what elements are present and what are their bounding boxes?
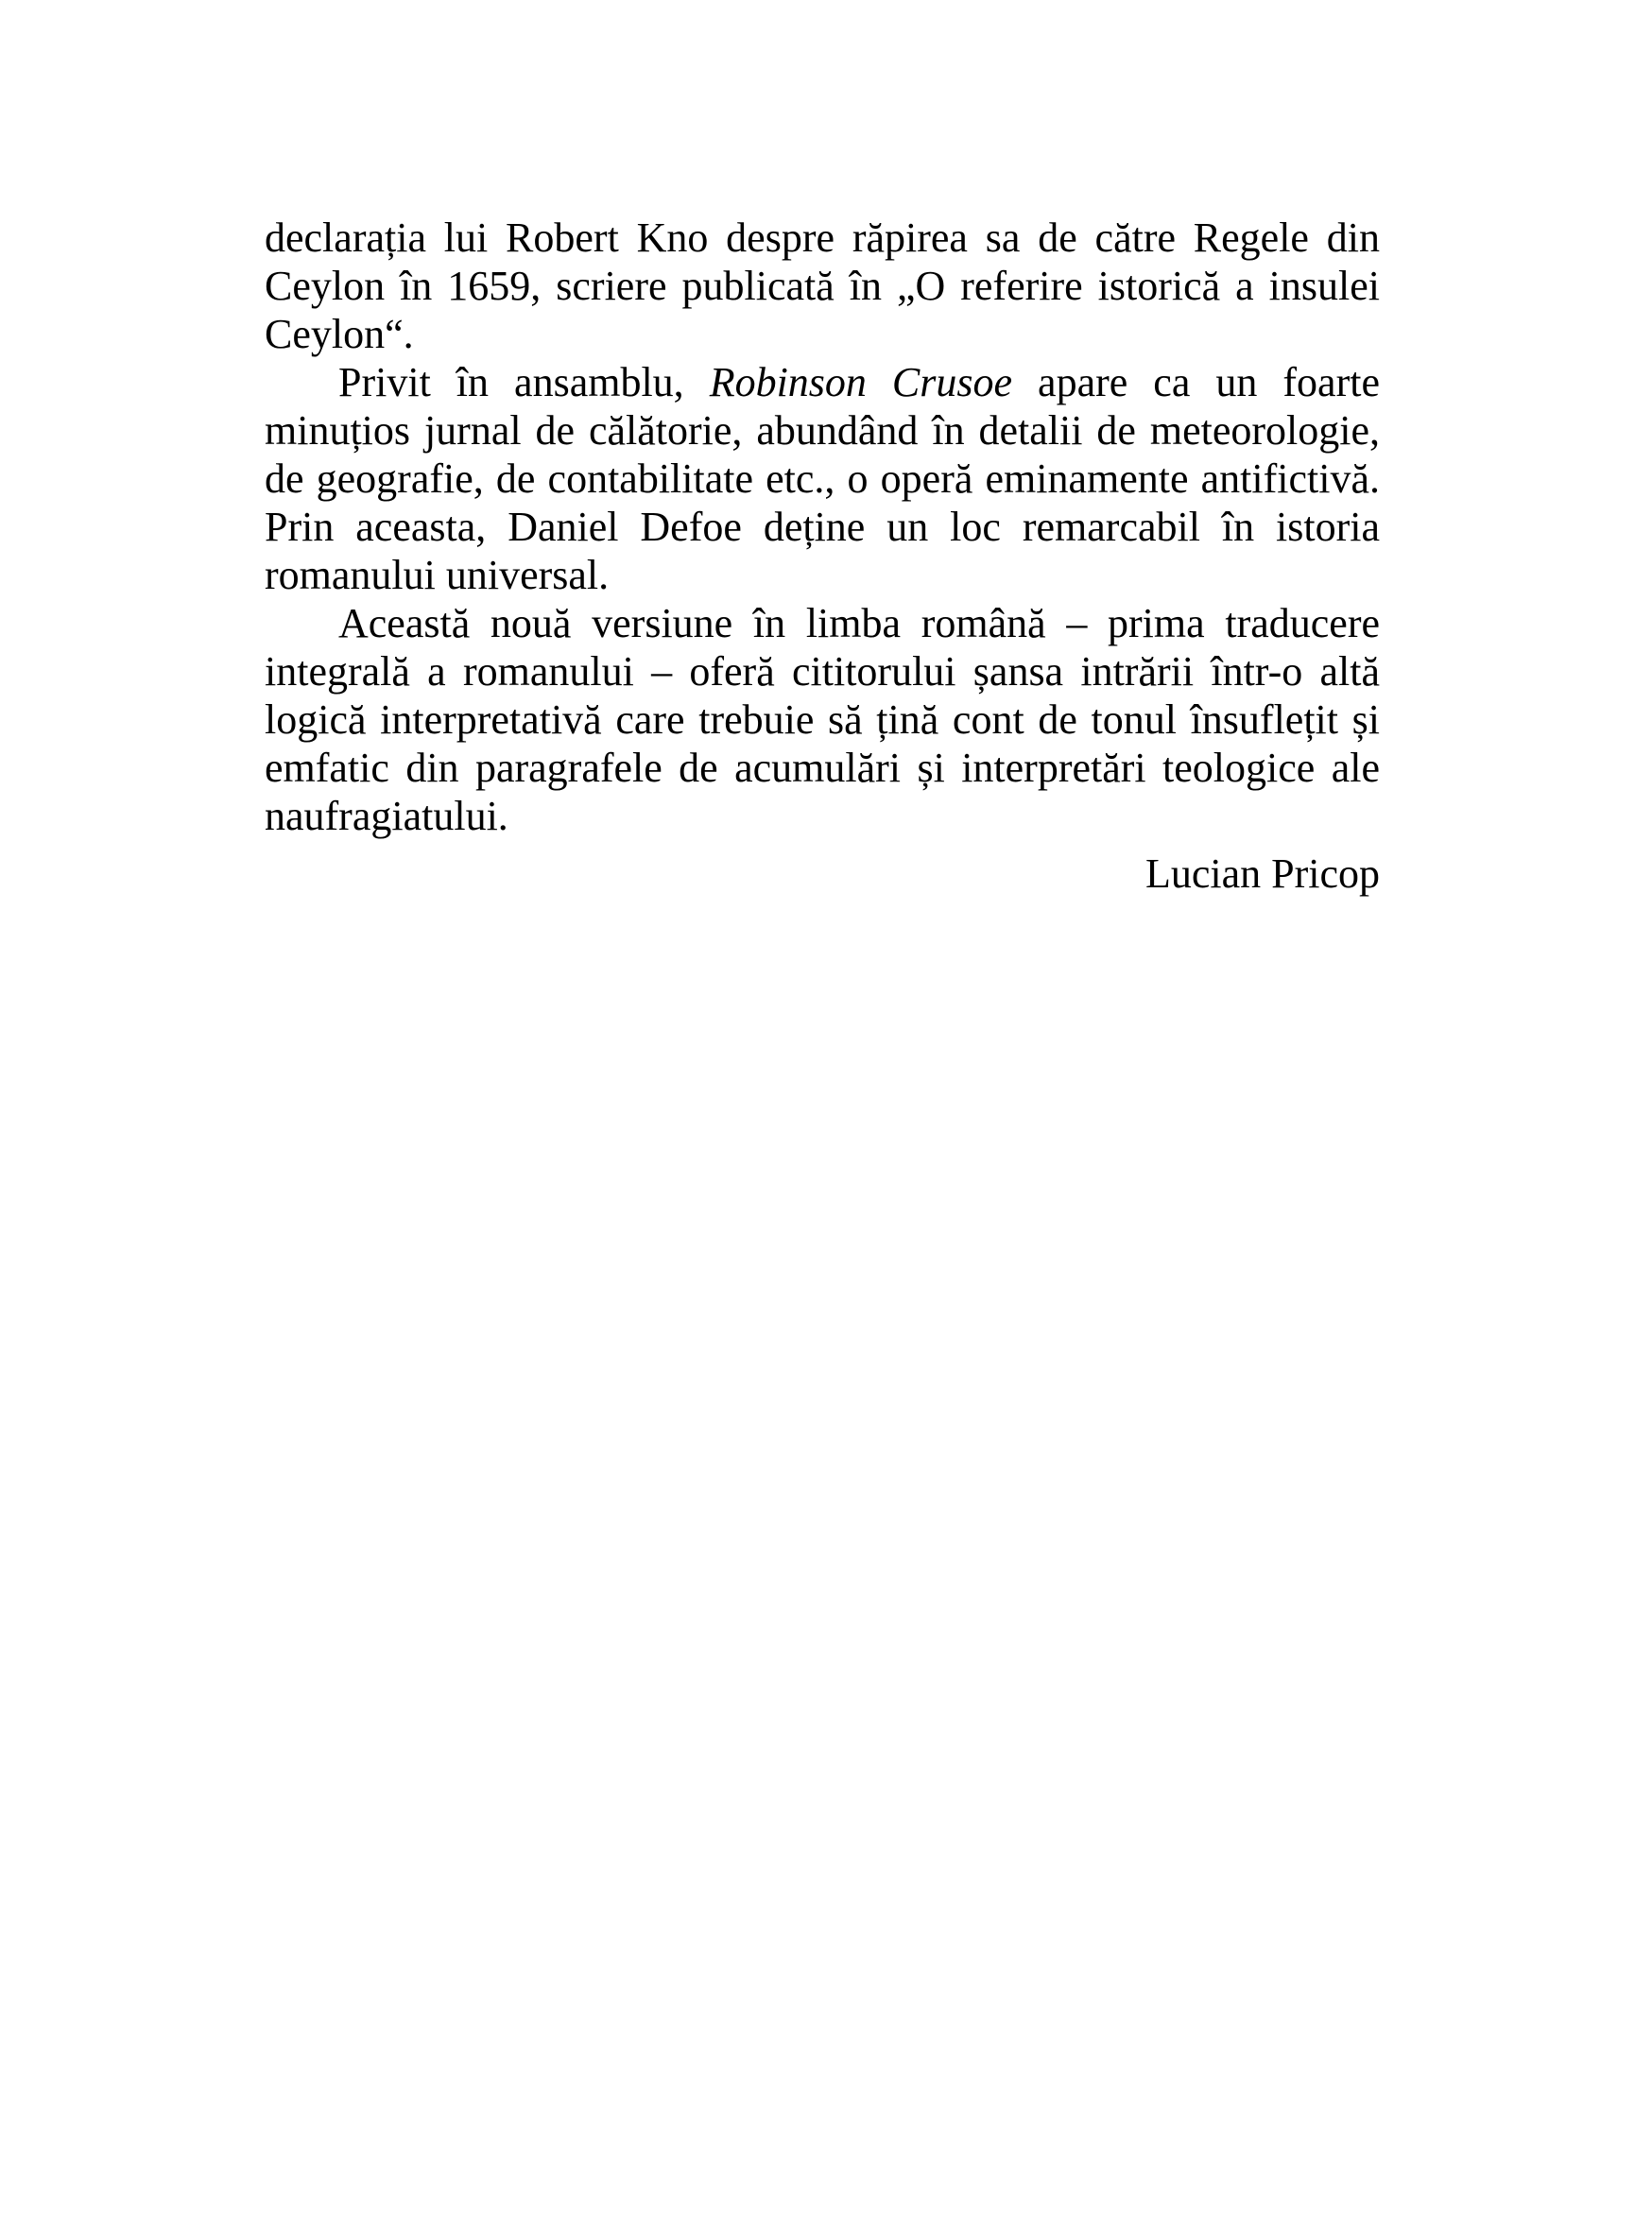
book-title-italic: Robinson Crusoe (709, 359, 1013, 405)
paragraph-continuation: declarația lui Robert Kno despre răpirea sa de către Regele din Ceylon în 1659, scriere publicată în „O referire istorică a insulei Ceylon“. (265, 215, 1380, 357)
paragraph-overview-text-before: Privit în ansamblu, (338, 359, 710, 405)
paragraph-overview (265, 358, 1380, 599)
paragraph-overview-text-after: apare ca un foarte minuțios jurnal de călătorie, abundând în detalii de meteorologie, de geografie, de contabilitate etc., o operă eminamente antifictivă. Prin aceasta, Daniel Defoe deține un loc remarcabil în istoria romanului universal. (265, 359, 1380, 598)
page-body (265, 214, 1380, 898)
paragraph-translation-note: Această nouă versiune în limba română – prima traducere integrală a romanului – oferă cititorului șansa intrării într-o altă logică interpretativă care trebuie să țină cont de tonul însuflețit și emfatic din paragrafele de acumulări și interpretări teologice ale naufragiatului. (265, 600, 1380, 839)
author-signature: Lucian Pricop (1144, 850, 1380, 897)
